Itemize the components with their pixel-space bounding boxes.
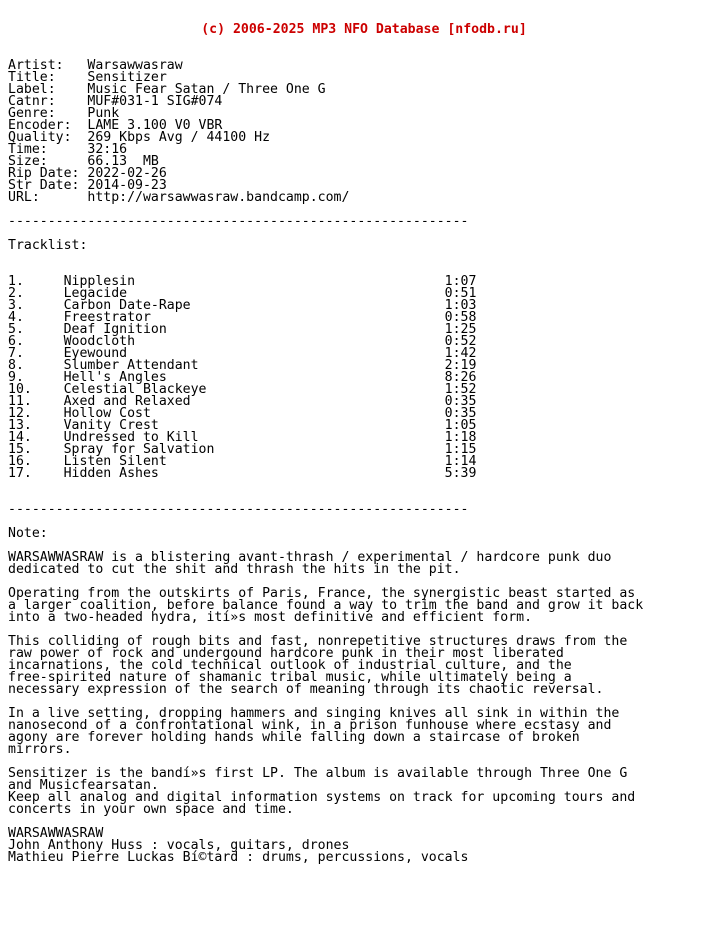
nfo-line: ----------------------------------------------------------: [8, 502, 469, 517]
nfo-line: Quality: 269 Kbps Avg / 44100 Hz: [8, 130, 271, 145]
nfo-line: Str Date: 2014-09-23: [8, 178, 167, 193]
copyright-header: (c) 2006-2025 MP3 NFO Database [nfodb.ru]: [201, 22, 527, 37]
nfo-line: nanosecond of a confrontational wink, in a prison funhouse where ecstasy and: [8, 718, 612, 733]
nfo-line: WARSAWWASRAW is a blistering avant-thrash / experimental / hardcore punk duo: [8, 550, 612, 565]
nfo-line: free-spirited nature of shamanic tribal music, while ultimately being a: [8, 670, 572, 685]
nfo-line: This colliding of rough bits and fast, nonrepetitive structures draws from the: [8, 634, 628, 649]
nfo-line: mirrors.: [8, 742, 72, 757]
nfo-line: agony are forever holding hands while falling down a staircase of broken: [8, 730, 580, 745]
nfo-line: raw power of rock and undergound hardcore punk in their most liberated: [8, 646, 564, 661]
nfo-line: Rip Date: 2022-02-26: [8, 166, 167, 181]
nfo-line: [8, 480, 720, 492]
nfo-line: and Musicfearsatan.: [8, 778, 159, 793]
nfo-line: Encoder: LAME 3.100 V0 VBR: [8, 118, 223, 133]
nfo-line: Operating from the outskirts of Paris, France, the synergistic beast started as: [8, 586, 636, 601]
nfo-line: Keep all analog and digital information systems on track for upcoming tours and: [8, 790, 636, 805]
nfo-line: dedicated to cut the shit and thrash the hits in the pit.: [8, 562, 461, 577]
nfo-line: 15. Spray for Salvation 1:15: [8, 442, 477, 457]
nfo-line: Time: 32:16: [8, 142, 128, 157]
nfo-line: Title: Sensitizer: [8, 70, 167, 85]
nfo-line: In a live setting, dropping hammers and singing knives all sink in within the: [8, 706, 620, 721]
nfo-line: Mathieu Pierre Luckas Bí©tard : drums, percussions, vocals: [8, 850, 469, 865]
nfo-line: 13. Vanity Crest 1:05: [8, 418, 477, 433]
nfo-line: [8, 252, 720, 264]
nfo-line: 11. Axed and Relaxed 0:35: [8, 394, 477, 409]
nfo-body: [8, 60, 720, 864]
nfo-line: Tracklist:: [8, 238, 88, 253]
nfo-line: Catnr: MUF#031-1 SIG#074: [8, 94, 223, 109]
nfo-line: [8, 228, 720, 240]
nfo-line: Size: 66.13 MB: [8, 154, 159, 169]
nfo-line: Genre: Punk: [8, 106, 120, 121]
nfo-line: Label: Music Fear Satan / Three One G: [8, 82, 326, 97]
nfo-line: 6. Woodcloth 0:52: [8, 334, 477, 349]
nfo-line: [8, 516, 720, 528]
nfo-line: 5. Deaf Ignition 1:25: [8, 322, 477, 337]
nfo-line: 9. Hell's Angles 8:26: [8, 370, 477, 385]
nfo-line: 4. Freestrator 0:58: [8, 310, 477, 325]
nfo-line: Note:: [8, 526, 48, 541]
nfo-line: concerts in your own space and time.: [8, 802, 294, 817]
nfo-line: necessary expression of the search of meaning through its chaotic reversal.: [8, 682, 604, 697]
nfo-line: 1. Nipplesin 1:07: [8, 274, 477, 289]
nfo-line: 16. Listen Silent 1:14: [8, 454, 477, 469]
nfo-line: 12. Hollow Cost 0:35: [8, 406, 477, 421]
nfo-line: URL: http://warsawwasraw.bandcamp.com/: [8, 190, 350, 205]
nfo-line: 10. Celestial Blackeye 1:52: [8, 382, 477, 397]
nfo-line: 3. Carbon Date-Rape 1:03: [8, 298, 477, 313]
nfo-line: incarnations, the cold technical outlook of industrial culture, and the: [8, 658, 572, 673]
nfo-line: John Anthony Huss : vocals, guitars, drones: [8, 838, 350, 853]
nfo-line: WARSAWWASRAW: [8, 826, 104, 841]
nfo-line: 17. Hidden Ashes 5:39: [8, 466, 477, 481]
nfo-line: 7. Eyewound 1:42: [8, 346, 477, 361]
nfo-document: [8, 0, 720, 876]
nfo-line: ----------------------------------------------------------: [8, 214, 469, 229]
nfo-line: 14. Undressed to Kill 1:18: [8, 430, 477, 445]
nfo-line: a larger coalition, before balance found a way to trim the band and grow it back: [8, 598, 644, 613]
nfo-line: 2. Legacide 0:51: [8, 286, 477, 301]
nfo-line: Artist: Warsawwasraw: [8, 58, 183, 73]
nfo-line: into a two-headed hydra, ití»s most definitive and efficient form.: [8, 610, 533, 625]
nfo-line: [8, 816, 720, 828]
nfo-line: 8. Slumber Attendant 2:19: [8, 358, 477, 373]
nfo-line: Sensitizer is the bandí»s first LP. The album is available through Three One G: [8, 766, 628, 781]
